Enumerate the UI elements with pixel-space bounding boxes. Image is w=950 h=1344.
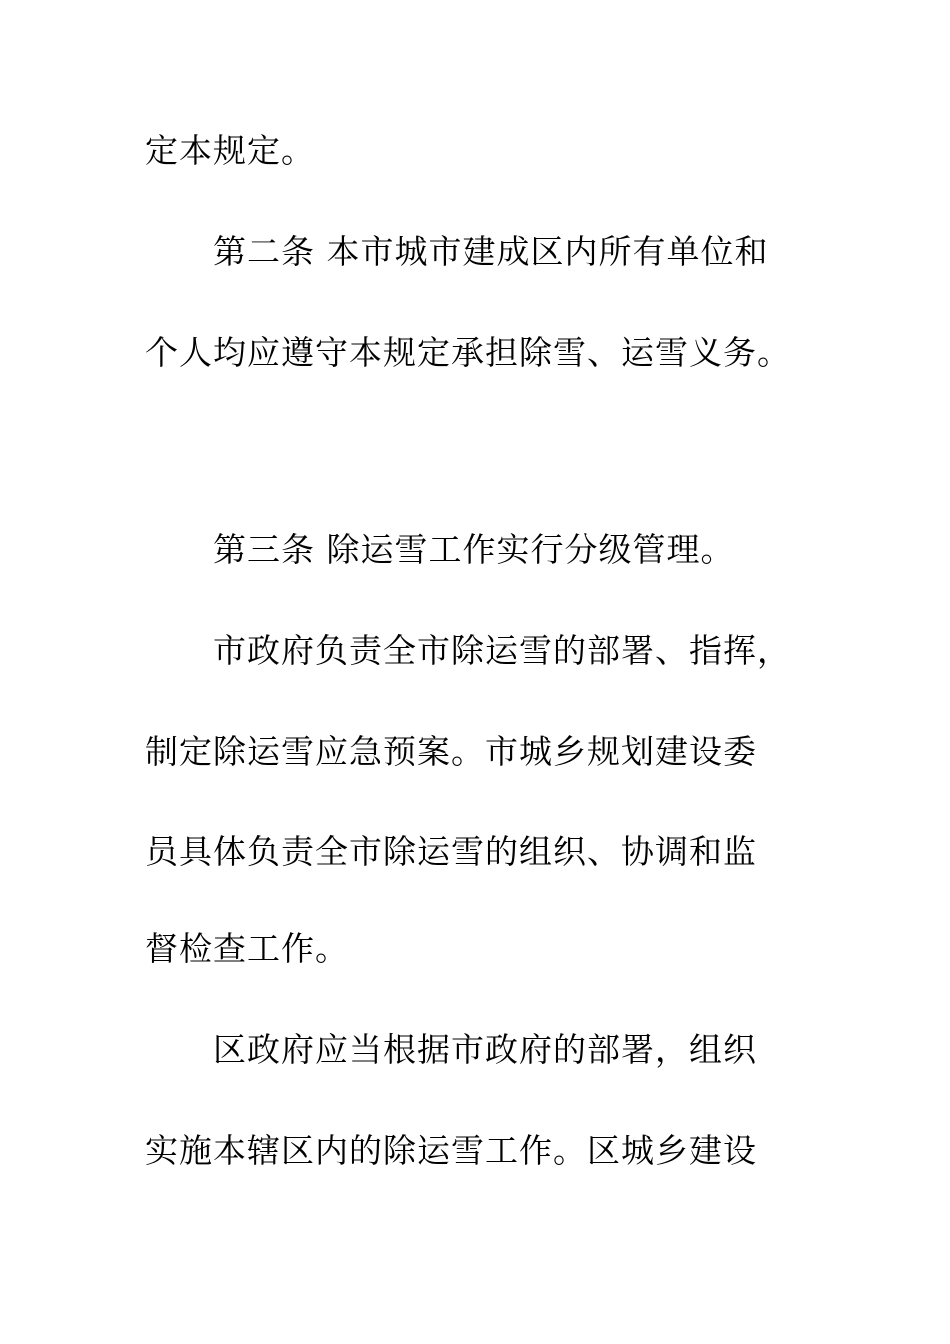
text-line: 制定除运雪应急预案。市城乡规划建设委 (145, 732, 757, 771)
text-line: 督检查工作。 (145, 929, 349, 968)
paragraph-line: 区政府应当根据市政府的部署，组织 (213, 1030, 757, 1069)
article-2-heading-line: 第二条 本市城市建成区内所有单位和 (213, 232, 769, 271)
text-line: 员具体负责全市除运雪的组织、协调和监 (145, 832, 757, 871)
text-line: 定本规定。 (145, 131, 315, 170)
text-line: 实施本辖区内的除运雪工作。区城乡建设 (145, 1131, 757, 1170)
article-3-heading-line: 第三条 除运雪工作实行分级管理。 (213, 530, 735, 569)
paragraph-line: 市政府负责全市除运雪的部署、指挥， (213, 631, 791, 670)
text-line: 个人均应遵守本规定承担除雪、运雪义务。 (145, 333, 791, 372)
